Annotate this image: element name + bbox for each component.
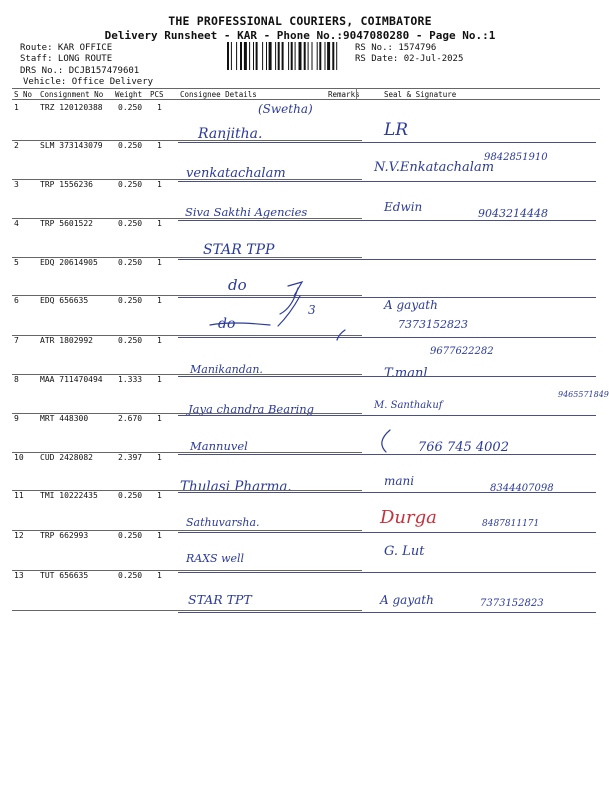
row-consignment-no: MRT 448300 (40, 414, 89, 423)
barcode-bar (291, 42, 293, 70)
row-sno: 11 (14, 491, 24, 500)
barcode-bar (295, 42, 296, 70)
row-pcs: 1 (157, 180, 162, 189)
barcode-bar (312, 42, 313, 70)
barcode-bar (249, 42, 250, 70)
row-signature: Edwin (384, 200, 423, 214)
row-weight: 0.250 (118, 103, 143, 112)
row-phone-handwritten: 8344407098 (490, 483, 554, 494)
row-consignee-handwritten: STAR TPP (203, 242, 275, 258)
row-consignee-handwritten: Thulasi Pharma. (180, 479, 292, 495)
barcode-bar (244, 42, 247, 70)
row-consignee-handwritten: STAR TPT (188, 592, 252, 607)
staff-label: Staff: LONG ROUTE (20, 54, 113, 64)
row-pcs: 1 (157, 491, 162, 500)
company-title: THE PROFESSIONAL COURIERS, COIMBATORE (168, 14, 432, 28)
route-label: Route: KAR OFFICE (20, 43, 113, 53)
row-weight: 2.670 (118, 414, 143, 423)
row-sno: 7 (14, 336, 19, 345)
row-weight: 0.250 (118, 336, 143, 345)
row-weight: 1.333 (118, 375, 143, 384)
row-weight: 0.250 (118, 491, 143, 500)
col-consignee: Consignee Details (180, 90, 257, 99)
row-consignee-handwritten: Ranjitha. (198, 126, 263, 142)
row-signature: LR (384, 120, 409, 140)
row-consignment-no: EDQ 20614905 (40, 258, 98, 267)
row-pcs: 1 (157, 219, 162, 228)
vehicle-label: Vehicle: Office Delivery (23, 77, 154, 87)
row-pcs: 1 (157, 258, 162, 267)
row-phone-handwritten: 766 745 4002 (418, 440, 509, 455)
barcode-bar (288, 42, 289, 70)
row-consignee-handwritten: do (218, 316, 236, 332)
row-pcs: 1 (157, 336, 162, 345)
row-phone-handwritten: 9043214448 (478, 207, 548, 220)
handwriting-strokes (180, 100, 600, 620)
row-sno: 10 (14, 453, 24, 462)
row-phone-handwritten: 7373152823 (480, 598, 544, 609)
barcode-bar (336, 42, 337, 70)
barcode-bar (256, 42, 258, 70)
row-signature: M. Santhakuf (374, 400, 443, 411)
row-pcs: 1 (157, 531, 162, 540)
row-consignee-handwritten: Jaya chandra Bearing (188, 402, 315, 416)
row-consignment-no: TRP 1556236 (40, 180, 93, 189)
row-weight: 0.250 (118, 219, 143, 228)
barcode-bar (332, 42, 334, 70)
barcode-bar (278, 42, 280, 70)
rs-number: RS No.: 1574796 (355, 43, 437, 53)
row-pcs: 1 (157, 414, 162, 423)
barcode-bar (282, 42, 284, 70)
row-pcs: 1 (157, 103, 162, 112)
barcode-bar (227, 42, 229, 70)
row-signature: A gayath (384, 298, 438, 312)
row-consignment-no: TRP 5601522 (40, 219, 93, 228)
barcode-bar (319, 42, 321, 70)
row-sno: 2 (14, 141, 19, 150)
row-consignment-no: SLM 373143079 (40, 141, 103, 150)
row-weight: 2.397 (118, 453, 143, 462)
row-sno: 4 (14, 219, 19, 228)
runsheet-title: Delivery Runsheet - KAR - Phone No.:9047080280 - Page No.:1 (104, 29, 496, 42)
row-weight: 0.250 (118, 296, 143, 305)
row-weight: 0.250 (118, 141, 143, 150)
row-pcs: 1 (157, 375, 162, 384)
row-consignment-no: CUD 2428082 (40, 453, 93, 462)
barcode-bar (308, 42, 309, 70)
barcode-bar (317, 42, 318, 70)
row-consignee-handwritten: venkatachalam (186, 166, 286, 181)
row-sno: 8 (14, 375, 19, 384)
table-top-rule (12, 88, 600, 89)
barcode-bar (275, 42, 276, 70)
row-signature: A gayath (380, 593, 434, 607)
row-phone-handwritten: 8487811171 (482, 519, 540, 529)
drs-number: DRS No.: DCJB157479601 (20, 66, 140, 76)
row-consignment-no: TRZ 120120388 (40, 103, 103, 112)
barcode-bar (304, 42, 306, 70)
col-sno: S No (14, 90, 33, 99)
barcode-bar (269, 42, 272, 70)
row-phone-handwritten: 9677622282 (430, 346, 494, 357)
row-sno: 9 (14, 414, 19, 423)
row-phone-handwritten: 7373152823 (398, 318, 468, 331)
row-consignee-handwritten: do (228, 276, 247, 294)
row-consignee-note: (Swetha) (258, 102, 313, 116)
row-consignment-no: TMI 10222435 (40, 491, 98, 500)
row-phone-handwritten: 9842851910 (484, 152, 548, 163)
row-weight: 0.250 (118, 531, 143, 540)
barcode-bar (325, 42, 326, 70)
remarks-divider (356, 88, 357, 100)
row-consignee-note: 3 (308, 303, 316, 317)
row-signature: mani (384, 474, 415, 488)
row-consignee-handwritten: Sathuvarsha. (186, 516, 260, 529)
row-sno: 12 (14, 531, 24, 540)
row-consignee-handwritten: Mannuvel (190, 439, 248, 453)
row-signature: T.manl (384, 366, 428, 381)
row-signature: Durga (380, 507, 437, 528)
barcode-bar (266, 42, 267, 70)
row-consignment-no: EDQ 656635 (40, 296, 89, 305)
barcode-bar (231, 42, 232, 70)
row-consignment-no: MAA 711470494 (40, 375, 103, 384)
row-consignment-no: TRP 662993 (40, 531, 89, 540)
rs-date: RS Date: 02-Jul-2025 (355, 54, 464, 64)
col-pcs: PCS (150, 90, 164, 99)
row-consignee-handwritten: Siva Sakthi Agencies (185, 205, 308, 219)
barcode-bar (236, 42, 237, 70)
row-sno: 3 (14, 180, 19, 189)
row-consignment-no: ATR 1802992 (40, 336, 93, 345)
row-consignee-handwritten: Manikandan. (190, 363, 263, 376)
col-remarks: Remarks (328, 90, 360, 99)
row-weight: 0.250 (118, 571, 143, 580)
row-signature: N.V.Enkatachalam (374, 160, 495, 175)
row-pcs: 1 (157, 453, 162, 462)
row-pcs: 1 (157, 296, 162, 305)
row-weight: 0.250 (118, 180, 143, 189)
barcode-bar (253, 42, 254, 70)
row-pcs: 1 (157, 141, 162, 150)
row-sno: 1 (14, 103, 19, 112)
row-sno: 6 (14, 296, 19, 305)
row-signature: G. Lut (384, 544, 425, 559)
barcode-graphic (227, 42, 349, 70)
barcode-bar (262, 42, 263, 70)
row-sno: 5 (14, 258, 19, 267)
barcode-bar (299, 42, 302, 70)
row-consignee-handwritten: RAXS well (186, 552, 245, 565)
col-consignment: Consignment No (40, 90, 104, 99)
row-weight: 0.250 (118, 258, 143, 267)
col-weight: Weight (115, 90, 143, 99)
row-consignment-no: TUT 656635 (40, 571, 89, 580)
col-seal-signature: Seal & Signature (384, 90, 457, 99)
barcode-bar (327, 42, 330, 70)
row-phone-handwritten: 9465571849 (558, 390, 609, 399)
row-sno: 13 (14, 571, 24, 580)
row-pcs: 1 (157, 571, 162, 580)
barcode-bar (240, 42, 242, 70)
